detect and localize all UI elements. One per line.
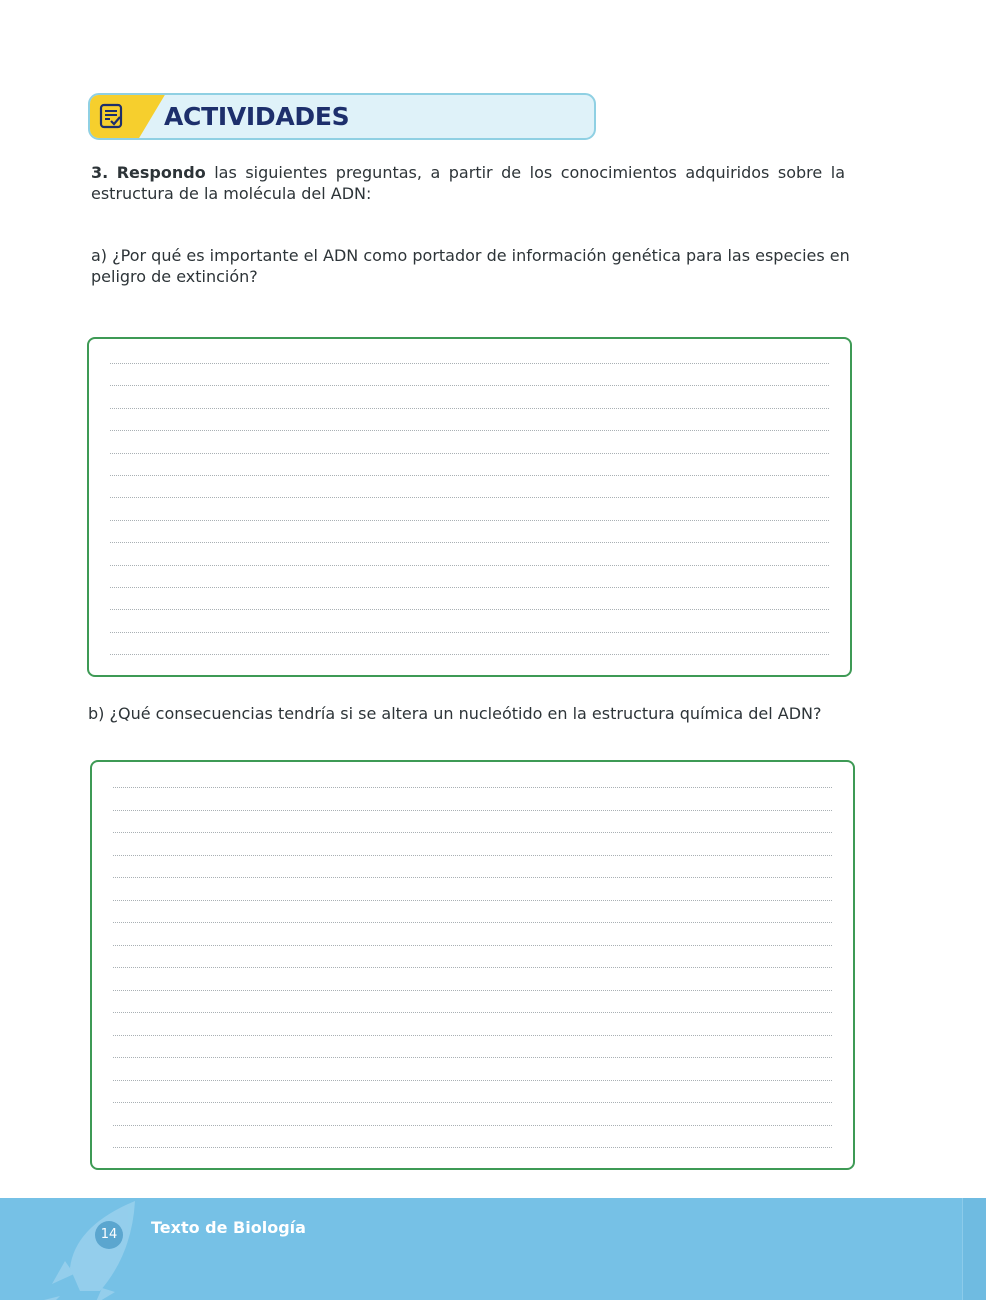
page-footer <box>0 1198 986 1300</box>
writing-line <box>113 1080 832 1081</box>
instruction-paragraph <box>91 162 845 204</box>
writing-line <box>113 967 832 968</box>
writing-line <box>110 430 829 431</box>
writing-line <box>113 900 832 901</box>
question-b: b) ¿Qué consecuencias tendría si se altera un nucleótido en la estructura química del ADN? <box>88 704 822 723</box>
writing-line <box>110 654 829 655</box>
writing-line <box>113 945 832 946</box>
writing-line <box>113 855 832 856</box>
writing-line <box>110 497 829 498</box>
writing-line <box>110 363 829 364</box>
page-number: 14 <box>95 1221 123 1249</box>
writing-line <box>113 810 832 811</box>
writing-line <box>113 1147 832 1148</box>
banner-tab <box>88 93 166 140</box>
writing-line <box>110 565 829 566</box>
writing-line <box>110 520 829 521</box>
writing-line <box>110 609 829 610</box>
writing-line <box>113 1125 832 1126</box>
writing-line <box>110 475 829 476</box>
writing-line <box>113 1035 832 1036</box>
writing-line <box>110 587 829 588</box>
answer-box-a[interactable] <box>87 337 852 677</box>
writing-line <box>113 990 832 991</box>
writing-line <box>113 1012 832 1013</box>
writing-line <box>110 385 829 386</box>
footer-edge <box>962 1198 986 1300</box>
writing-line <box>110 542 829 543</box>
writing-line <box>113 922 832 923</box>
answer-box-b[interactable] <box>90 760 855 1170</box>
banner-title: ACTIVIDADES <box>164 102 350 131</box>
writing-line <box>113 1102 832 1103</box>
instruction-verb: Respondo <box>116 163 206 182</box>
question-a: a) ¿Por qué es importante el ADN como portador de información genética para las especies en peligro de extinción? <box>91 246 850 286</box>
instruction-number: 3. <box>91 163 109 182</box>
checklist-icon <box>97 102 125 130</box>
book-title: Texto de Biología <box>151 1218 306 1237</box>
writing-line <box>110 408 829 409</box>
writing-line <box>113 787 832 788</box>
writing-line <box>110 632 829 633</box>
rocket-icon <box>40 1198 160 1300</box>
instruction-text: las siguientes preguntas, a partir de los conocimientos adquiridos sobre la estructura de la molécula del ADN: <box>91 163 846 203</box>
writing-line <box>113 832 832 833</box>
writing-line <box>110 453 829 454</box>
writing-line <box>113 877 832 878</box>
writing-line <box>113 1057 832 1058</box>
activities-banner <box>88 93 596 140</box>
